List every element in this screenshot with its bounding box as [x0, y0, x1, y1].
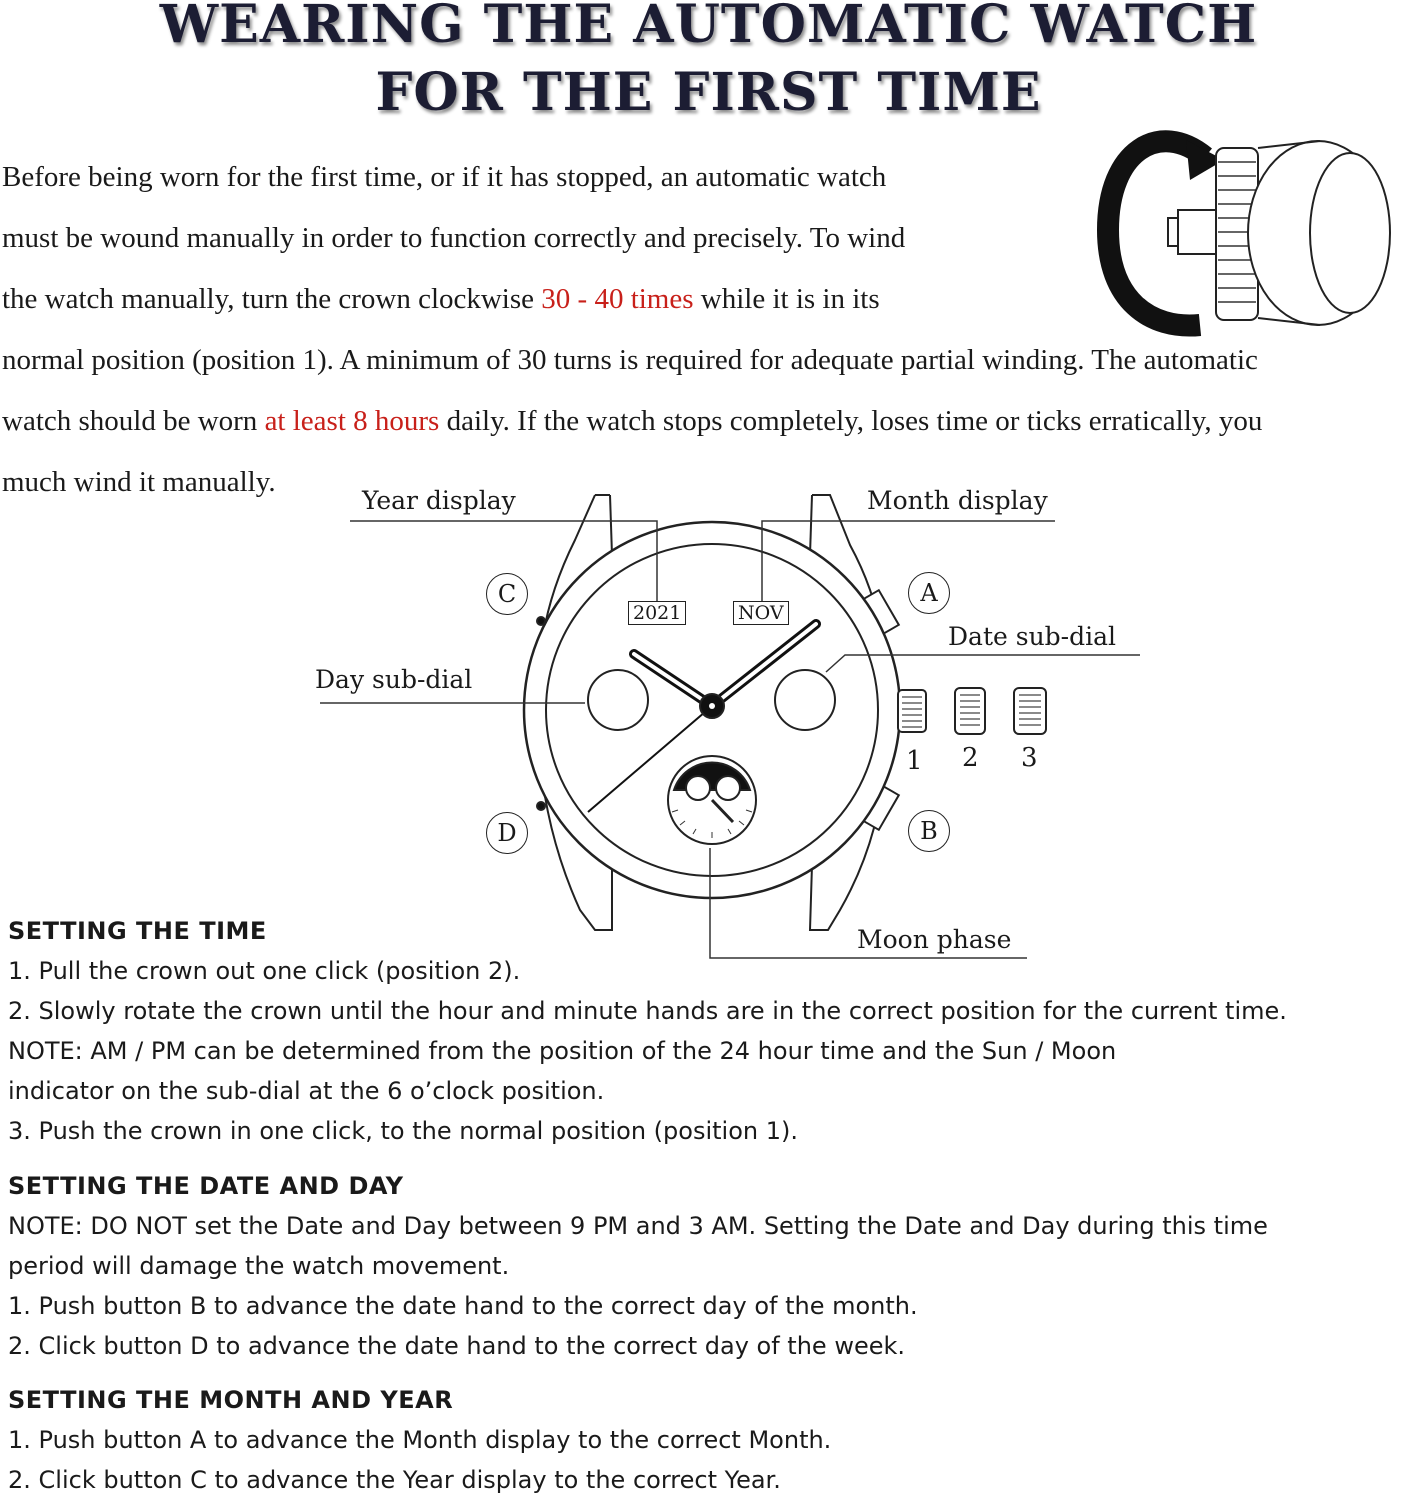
section-line: 2. Click button D to advance the date hand to the correct day of the week. [8, 1332, 906, 1360]
button-d-marker: D [486, 812, 528, 854]
year-display-window: 2021 [628, 601, 686, 625]
day-sub-dial-label: Day sub-dial [315, 665, 473, 694]
month-display-window: NOV [733, 601, 789, 625]
section-line: 1. Push button A to advance the Month display to the correct Month. [8, 1426, 832, 1454]
month-display-label: Month display [867, 486, 1048, 515]
intro-line-1: Before being worn for the first time, or if it has stopped, an automatic watch [2, 161, 887, 193]
section-line: indicator on the sub-dial at the 6 o’clock position. [8, 1077, 605, 1105]
crown-position-2: 2 [962, 743, 979, 773]
intro-line-2: must be wound manually in order to function correctly and precisely. To wind [2, 222, 906, 254]
highlight-hours: at least 8 hours [264, 405, 440, 437]
crown-winding-icon [1108, 140, 1390, 326]
crown-position-1: 1 [906, 746, 923, 776]
button-a-marker: A [908, 572, 950, 614]
section-line: 2. Click button C to advance the Year display to the correct Year. [8, 1466, 781, 1494]
section-line: period will damage the watch movement. [8, 1252, 510, 1280]
section-setting-date-day [8, 1166, 1268, 1366]
section-line: 3. Push the crown in one click, to the normal position (position 1). [8, 1117, 798, 1145]
button-b-marker: B [908, 810, 950, 852]
date-sub-dial-label: Date sub-dial [948, 622, 1117, 651]
section-line: 1. Pull the crown out one click (position 2). [8, 957, 521, 985]
crown-positions [955, 688, 1046, 734]
intro-line-5: watch should be worn at least 8 hours daily. If the watch stops completely, loses time or ticks erratically, you [2, 405, 1263, 437]
watch-illustration [524, 495, 926, 930]
section-line: NOTE: DO NOT set the Date and Day between 9 PM and 3 AM. Setting the Date and Day during this time [8, 1212, 1268, 1240]
section-setting-month-year [8, 1380, 831, 1500]
page-title-line-2: FOR THE FIRST TIME [375, 62, 1042, 123]
moon-phase-label: Moon phase [857, 925, 1012, 954]
highlight-turns: 30 - 40 times [541, 283, 694, 315]
section-line: NOTE: AM / PM can be determined from the position of the 24 hour time and the Sun / Moon [8, 1037, 1117, 1065]
section-heading: SETTING THE TIME [8, 917, 267, 945]
section-setting-time [8, 911, 1287, 1151]
section-heading: SETTING THE MONTH AND YEAR [8, 1386, 454, 1414]
section-heading: SETTING THE DATE AND DAY [8, 1172, 404, 1200]
intro-line-3: the watch manually, turn the crown clockwise 30 - 40 times while it is in its [2, 283, 880, 315]
intro-line-6: much wind it manually. [2, 466, 276, 498]
section-line: 2. Slowly rotate the crown until the hour and minute hands are in the correct position for the current time. [8, 997, 1287, 1025]
page-title-line-1: WEARING THE AUTOMATIC WATCH [159, 0, 1258, 55]
crown-position-3: 3 [1021, 743, 1038, 773]
year-display-label: Year display [362, 486, 516, 515]
button-c-marker: C [486, 573, 528, 615]
section-line: 1. Push button B to advance the date hand to the correct day of the month. [8, 1292, 918, 1320]
intro-line-4: normal position (position 1). A minimum of 30 turns is required for adequate partial winding. The automatic [2, 344, 1258, 376]
